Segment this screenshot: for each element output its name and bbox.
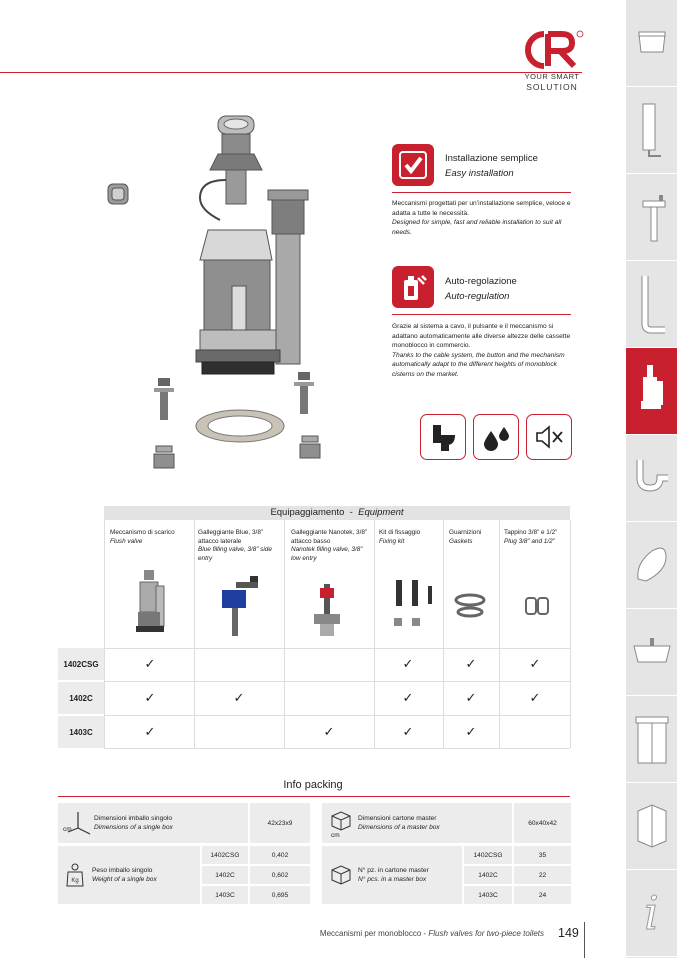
row-line bbox=[104, 681, 570, 682]
check-mark: ✓ bbox=[529, 690, 541, 705]
row-line bbox=[104, 748, 570, 749]
gasket-part bbox=[196, 410, 284, 442]
fixing-bolt-right bbox=[294, 372, 314, 414]
feature-subtitle-easy: Easy installation bbox=[445, 168, 514, 179]
brand-tagline-2: SOLUTION bbox=[526, 82, 578, 92]
feature-subtitle-auto: Auto-regulation bbox=[445, 291, 510, 302]
mute-icon bbox=[533, 421, 565, 453]
sidebar-item-flush-pipe[interactable] bbox=[626, 261, 677, 348]
check-mark: ✓ bbox=[465, 690, 477, 705]
master-box-value: 60x40x42 bbox=[514, 803, 571, 843]
sidebar-item-flush-valve[interactable] bbox=[626, 348, 677, 435]
check-mark: ✓ bbox=[529, 656, 541, 671]
check-mark: ✓ bbox=[144, 656, 156, 671]
sink-icon bbox=[630, 632, 674, 672]
sidebar-item-cistern[interactable] bbox=[626, 0, 677, 87]
push-button-part bbox=[210, 116, 262, 204]
footer-caption bbox=[250, 929, 544, 938]
info-packing-title: Info packing bbox=[283, 779, 343, 791]
pcs-label-en: N° pcs. in a master box bbox=[358, 876, 427, 883]
toilet-icon-box bbox=[420, 414, 466, 460]
weight-code: 1402C bbox=[202, 866, 248, 884]
sidebar-item-siphon[interactable] bbox=[626, 435, 677, 522]
equipment-header: Equipaggiamento - Equipment bbox=[104, 506, 570, 520]
info-packing-rule bbox=[58, 796, 570, 797]
feature-icon-easy bbox=[392, 144, 434, 186]
feature-body-easy bbox=[392, 199, 574, 237]
pcs-label-it: N° pz. in cartone master bbox=[358, 867, 429, 874]
siphon-icon bbox=[632, 456, 672, 500]
master-box-dimensions-cell bbox=[322, 803, 512, 843]
weight-value: 0,402 bbox=[250, 846, 310, 864]
nanotek-valve-thumb bbox=[308, 582, 348, 638]
column-label-it: Guarnizioni bbox=[449, 529, 482, 536]
column-separator bbox=[499, 520, 500, 748]
check-mark: ✓ bbox=[402, 656, 414, 671]
weight-code: 1402CSG bbox=[202, 846, 248, 864]
water-drops-icon-box bbox=[473, 414, 519, 460]
column-label-it: Tappino 3/8” e 1/2” bbox=[504, 529, 558, 536]
sidebar-item-fill-valve[interactable] bbox=[626, 174, 677, 261]
single-box-value: 42x23x9 bbox=[250, 803, 310, 843]
blue-valve-thumb bbox=[214, 572, 264, 638]
check-mark: ✓ bbox=[233, 690, 245, 705]
toilet-seat-icon bbox=[632, 543, 672, 587]
weight-code: 1403C bbox=[202, 886, 248, 904]
column-separator bbox=[194, 520, 195, 748]
column-label-en: Plug 3/8” and 1/2” bbox=[504, 537, 555, 545]
page-number: 149 bbox=[558, 926, 579, 940]
single-box-label-it: Dimensioni imballo singolo bbox=[94, 815, 173, 822]
equipment-title-en: Equipment bbox=[358, 507, 404, 518]
plug-thumb bbox=[522, 594, 552, 618]
weight-label-en: Weight of a single box bbox=[92, 876, 157, 883]
column-label-gaskets bbox=[449, 529, 497, 546]
check-mark: ✓ bbox=[465, 656, 477, 671]
column-label-en: Nanotek filling valve, 3/8” low entry bbox=[291, 546, 363, 562]
pcs-value: 22 bbox=[514, 866, 571, 884]
row-line bbox=[104, 648, 570, 649]
brand-tagline-1: YOUR SMART bbox=[524, 72, 580, 81]
cabinet-icon bbox=[632, 709, 672, 769]
nut-left bbox=[154, 446, 174, 468]
water-drops-icon bbox=[480, 421, 512, 453]
mute-icon-box bbox=[526, 414, 572, 460]
weight-label-it: Peso imballo singolo bbox=[92, 867, 153, 874]
nut-right bbox=[300, 436, 320, 458]
checkmark-icon bbox=[398, 150, 428, 180]
single-box-unit: cm bbox=[63, 826, 72, 833]
column-separator bbox=[104, 520, 105, 748]
sidebar-item-toilet-seat[interactable] bbox=[626, 522, 677, 609]
feature-rule-easy bbox=[392, 192, 571, 193]
header-rule bbox=[0, 72, 582, 73]
column-label-it: Meccanismo di scarico bbox=[110, 529, 175, 536]
feature-body-en: Thanks to the cable system, the button and the mechanism automatically adapt to the different heights of monoblock cisterns on the market. bbox=[392, 351, 565, 378]
column-label-it: Kit di fissaggio bbox=[379, 529, 421, 536]
check-mark: ✓ bbox=[402, 724, 414, 739]
sidebar-item-sink[interactable] bbox=[626, 609, 677, 696]
small-plug-part bbox=[108, 184, 128, 204]
row-code: 1402CSG bbox=[58, 648, 104, 680]
sidebar-item-cabinet[interactable] bbox=[626, 696, 677, 783]
info-icon: i bbox=[644, 886, 659, 940]
flush-valve-icon bbox=[635, 359, 669, 423]
sidebar-item-shower-box[interactable] bbox=[626, 783, 677, 870]
pcs-cell bbox=[322, 846, 462, 904]
fill-valve-icon bbox=[635, 187, 669, 247]
feature-body-auto bbox=[392, 322, 574, 379]
footer-text-it: Meccanismi per monoblocco - bbox=[319, 929, 429, 938]
feature-rule-auto bbox=[392, 314, 571, 315]
column-label-en: Fixing kit bbox=[379, 537, 405, 545]
feature-body-it: Grazie al sistema a cavo, il pulsante e il meccanismo si adattano automaticamente alle diverse altezze delle cassette monoblocco in commercio. bbox=[392, 323, 571, 349]
check-mark: ✓ bbox=[323, 724, 335, 739]
weight-cell bbox=[58, 846, 200, 904]
pcs-value: 35 bbox=[514, 846, 571, 864]
feature-body-it: Meccanismi progettati per un’installazione semplice, veloce e adatta a tutte le necessità. bbox=[392, 200, 571, 217]
valve-body-part bbox=[196, 230, 280, 374]
row-line bbox=[104, 715, 570, 716]
column-label-en: Gaskets bbox=[449, 537, 473, 545]
column-label-it: Galleggiante Blue, 3/8” attacco laterale bbox=[198, 529, 264, 545]
toilet-icon bbox=[427, 421, 459, 453]
gaskets-thumb bbox=[453, 590, 487, 620]
weight-value: 0,602 bbox=[250, 866, 310, 884]
column-label-en: Blue filling valve, 3/8” side entry bbox=[198, 546, 272, 562]
check-mark: ✓ bbox=[144, 724, 156, 739]
column-label-blue-valve bbox=[198, 529, 282, 563]
column-label-flush-valve bbox=[110, 529, 192, 546]
feature-icon-auto bbox=[392, 266, 434, 308]
wrench-icon bbox=[398, 272, 428, 302]
column-label-en: Flush valve bbox=[110, 537, 143, 545]
cistern-icon bbox=[635, 26, 669, 60]
check-mark: ✓ bbox=[402, 690, 414, 705]
weight-icon-text: Kg bbox=[71, 878, 79, 884]
column-separator bbox=[374, 520, 375, 748]
single-box-dimensions-cell bbox=[58, 803, 248, 843]
master-box-label-it: Dimensioni cartone master bbox=[358, 815, 437, 822]
flush-valve-thumb bbox=[130, 568, 170, 643]
footer-text-en: Flush valves for two-piece toilets bbox=[428, 929, 544, 938]
column-label-plug bbox=[504, 529, 570, 546]
feature-title-auto: Auto-regolazione bbox=[445, 276, 517, 287]
sidebar-item-pipe[interactable] bbox=[626, 87, 677, 174]
equipment-title: Equipaggiamento bbox=[270, 507, 345, 518]
row-code: 1402C bbox=[58, 682, 104, 714]
pcs-value: 24 bbox=[514, 886, 571, 904]
check-mark: ✓ bbox=[144, 690, 156, 705]
fixing-kit-thumb bbox=[390, 578, 436, 634]
single-box-label-en: Dimensions of a single box bbox=[94, 824, 173, 831]
column-label-nanotek-valve bbox=[291, 529, 373, 563]
dimensions-icon bbox=[62, 808, 92, 838]
master-box-label-en: Dimensions of a master box bbox=[358, 824, 440, 831]
column-separator bbox=[570, 520, 571, 748]
shower-box-icon bbox=[634, 801, 670, 851]
page-number-bar bbox=[584, 922, 585, 958]
check-mark: ✓ bbox=[465, 724, 477, 739]
pcs-code: 1402CSG bbox=[464, 846, 512, 864]
pcs-code: 1402C bbox=[464, 866, 512, 884]
column-label-it: Galleggiante Nanotek, 3/8” attacco basso bbox=[291, 529, 368, 545]
column-label-fixing-kit bbox=[379, 529, 441, 546]
flush-pipe-icon bbox=[635, 272, 669, 336]
pcs-code: 1403C bbox=[464, 886, 512, 904]
weight-value: 0,695 bbox=[250, 886, 310, 904]
fixing-bolt-left bbox=[154, 378, 174, 420]
column-separator bbox=[443, 520, 444, 748]
pcs-box-icon bbox=[328, 862, 354, 888]
pipe-icon bbox=[637, 100, 667, 160]
flush-valve-illustration bbox=[100, 110, 340, 480]
row-code: 1403C bbox=[58, 716, 104, 748]
feature-title-easy: Installazione semplice bbox=[445, 153, 538, 164]
feature-body-en: Designed for simple, fast and reliable installation to suit all needs. bbox=[392, 219, 562, 236]
master-box-unit: cm bbox=[331, 832, 340, 839]
weight-icon bbox=[66, 862, 84, 888]
brand-logo bbox=[522, 28, 584, 70]
sidebar-item-info[interactable] bbox=[626, 870, 677, 957]
column-separator bbox=[284, 520, 285, 748]
category-sidebar bbox=[626, 0, 677, 958]
